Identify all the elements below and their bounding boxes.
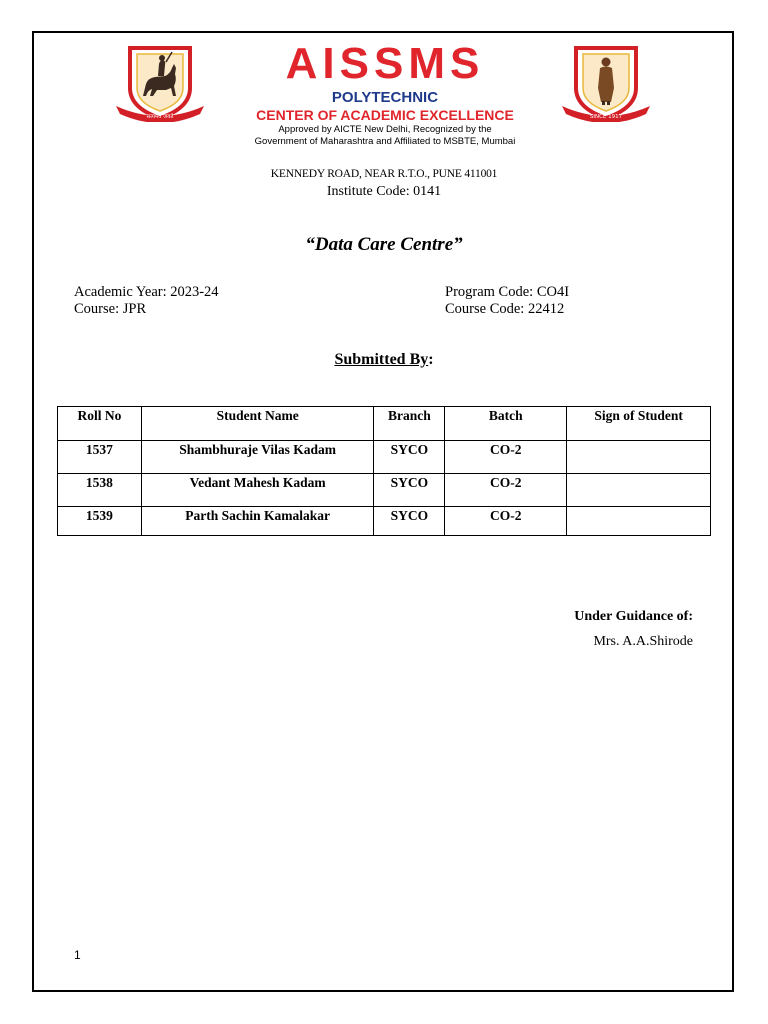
signature-cell [567, 507, 711, 536]
course-name: Course: JPR [74, 301, 147, 317]
submitted-by-colon: : [428, 351, 434, 368]
submitted-by-label: Submitted By [334, 351, 429, 368]
signature-cell [567, 474, 711, 507]
branch-cell: SYCO [374, 441, 445, 474]
table-header-row [58, 407, 711, 441]
approval-line-1: Approved by AICTE New Delhi, Recognized by the [278, 124, 492, 135]
student-name-cell: Shambhuraje Vilas Kadam [141, 441, 374, 474]
approval-text [220, 124, 550, 148]
academic-info-left [74, 284, 219, 318]
header-sign-of-student: Sign of Student [567, 407, 711, 441]
project-title: “Data Care Centre” [305, 234, 463, 255]
student-name-cell: Vedant Mahesh Kadam [141, 474, 374, 507]
brand-subtitle-polytechnic: POLYTECHNIC [331, 89, 439, 106]
header-student-name: Student Name [141, 407, 374, 441]
student-name-cell: Parth Sachin Kamalakar [141, 507, 374, 536]
right-crest-banner-text: SINCE 1917 [589, 114, 623, 120]
table-row [58, 441, 711, 474]
signature-cell [567, 441, 711, 474]
guidance-label: Under Guidance of: [574, 609, 693, 624]
header-roll-no: Roll No [58, 407, 142, 441]
approval-line-2: Government of Maharashtra and Affiliated to MSBTE, Mumbai [254, 136, 516, 147]
batch-cell: CO-2 [445, 474, 567, 507]
branch-cell: SYCO [374, 474, 445, 507]
branch-cell: SYCO [374, 507, 445, 536]
batch-cell: CO-2 [445, 441, 567, 474]
student-table [57, 406, 711, 536]
institute-code: Institute Code: 0141 [326, 184, 442, 199]
table-row [58, 474, 711, 507]
roll-no-cell: 1538 [58, 474, 142, 507]
institute-header [100, 38, 660, 162]
left-crest-banner-text: सत्यमेव जयते [146, 114, 174, 120]
roll-no-cell: 1539 [58, 507, 142, 536]
submitted-by-heading [0, 351, 768, 369]
institute-address: KENNEDY ROAD, NEAR R.T.O., PUNE 411001 [270, 168, 498, 180]
guide-name: Mrs. A.A.Shirode [593, 634, 693, 649]
page-number: 1 [74, 948, 81, 962]
program-code: Program Code: CO4I [445, 284, 570, 300]
left-crest-logo [110, 44, 210, 122]
academic-info-right [445, 284, 569, 318]
right-crest-logo [556, 44, 656, 122]
academic-year: Academic Year: 2023-24 [74, 284, 219, 300]
batch-cell: CO-2 [445, 507, 567, 536]
header-batch: Batch [445, 407, 567, 441]
header-branch: Branch [374, 407, 445, 441]
table-row [58, 507, 711, 536]
roll-no-cell: 1537 [58, 441, 142, 474]
brand-name: AISSMS [285, 39, 485, 88]
brand-subtitle-excellence: CENTER OF ACADEMIC EXCELLENCE [256, 107, 514, 123]
course-code: Course Code: 22412 [445, 301, 565, 317]
